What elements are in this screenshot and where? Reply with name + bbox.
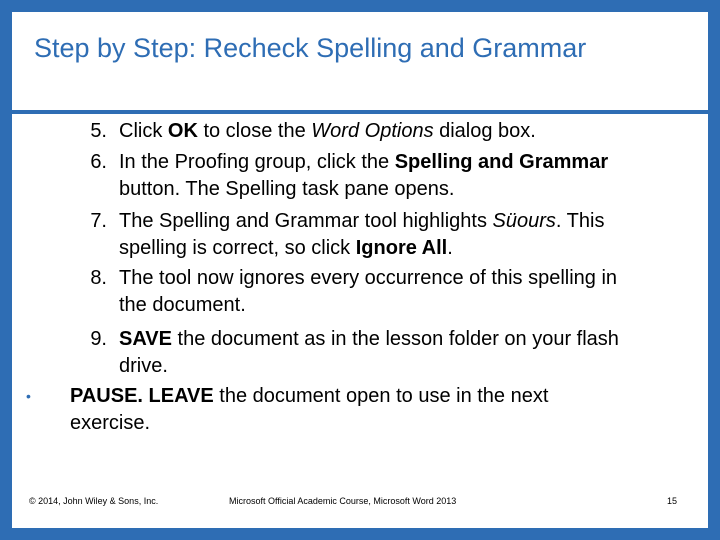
text-run: In the Proofing group, click the bbox=[119, 151, 395, 173]
bullet-text bbox=[70, 383, 548, 437]
step-number: 5. bbox=[90, 120, 107, 142]
step-text bbox=[119, 326, 619, 380]
text-line bbox=[119, 208, 604, 235]
step-number: 7. bbox=[90, 210, 107, 232]
text-line bbox=[70, 383, 548, 410]
text-run: spelling is correct, so click bbox=[119, 237, 356, 259]
footer-course: Microsoft Official Academic Course, Microsoft Word 2013 bbox=[229, 496, 457, 506]
text-line bbox=[119, 235, 604, 262]
text-line bbox=[119, 265, 617, 292]
text-run: the document. bbox=[119, 294, 246, 316]
bold-run: Spelling and Grammar bbox=[394, 151, 609, 173]
text-run: . This bbox=[555, 210, 605, 232]
text-run: drive. bbox=[119, 355, 168, 377]
italic-run: Word Options bbox=[311, 120, 434, 142]
slide bbox=[12, 12, 708, 528]
italic-run: Süours bbox=[492, 210, 556, 232]
text-line bbox=[70, 410, 548, 437]
step-text bbox=[119, 265, 617, 319]
text-line bbox=[119, 118, 536, 145]
text-run: exercise. bbox=[70, 412, 151, 434]
text-run: The tool now ignores every occurrence of this spelling in bbox=[119, 267, 618, 289]
step-number: 9. bbox=[90, 328, 107, 350]
text-run: Click bbox=[119, 120, 168, 142]
footer-page-number: 15 bbox=[667, 496, 678, 506]
bold-run: OK bbox=[167, 120, 198, 142]
bullet-marker: • bbox=[26, 388, 31, 404]
step-text bbox=[119, 208, 604, 262]
text-line bbox=[119, 176, 608, 203]
text-line bbox=[119, 326, 619, 353]
bold-run: Ignore All bbox=[355, 237, 448, 259]
text-run: button. The Spelling task pane opens. bbox=[119, 178, 455, 200]
text-run: the document open to use in the next bbox=[213, 385, 549, 407]
bold-run: PAUSE. LEAVE bbox=[70, 385, 214, 407]
slide-body bbox=[12, 12, 708, 452]
text-run: dialog box. bbox=[433, 120, 536, 142]
text-line bbox=[119, 149, 608, 176]
text-run: . bbox=[447, 237, 453, 259]
text-run: to close the bbox=[197, 120, 312, 142]
step-number: 8. bbox=[90, 267, 107, 289]
text-run: The Spelling and Grammar tool highlights bbox=[119, 210, 493, 232]
step-number: 6. bbox=[90, 151, 107, 173]
text-line bbox=[119, 353, 619, 380]
footer-copyright: © 2014, John Wiley & Sons, Inc. bbox=[29, 496, 159, 506]
step-text bbox=[119, 118, 536, 145]
text-run: the document as in the lesson folder on your flash bbox=[171, 328, 619, 350]
slide-title: Step by Step: Recheck Spelling and Grammar bbox=[34, 33, 587, 63]
bold-run: SAVE bbox=[119, 328, 172, 350]
step-text bbox=[119, 149, 608, 203]
text-line bbox=[119, 292, 617, 319]
